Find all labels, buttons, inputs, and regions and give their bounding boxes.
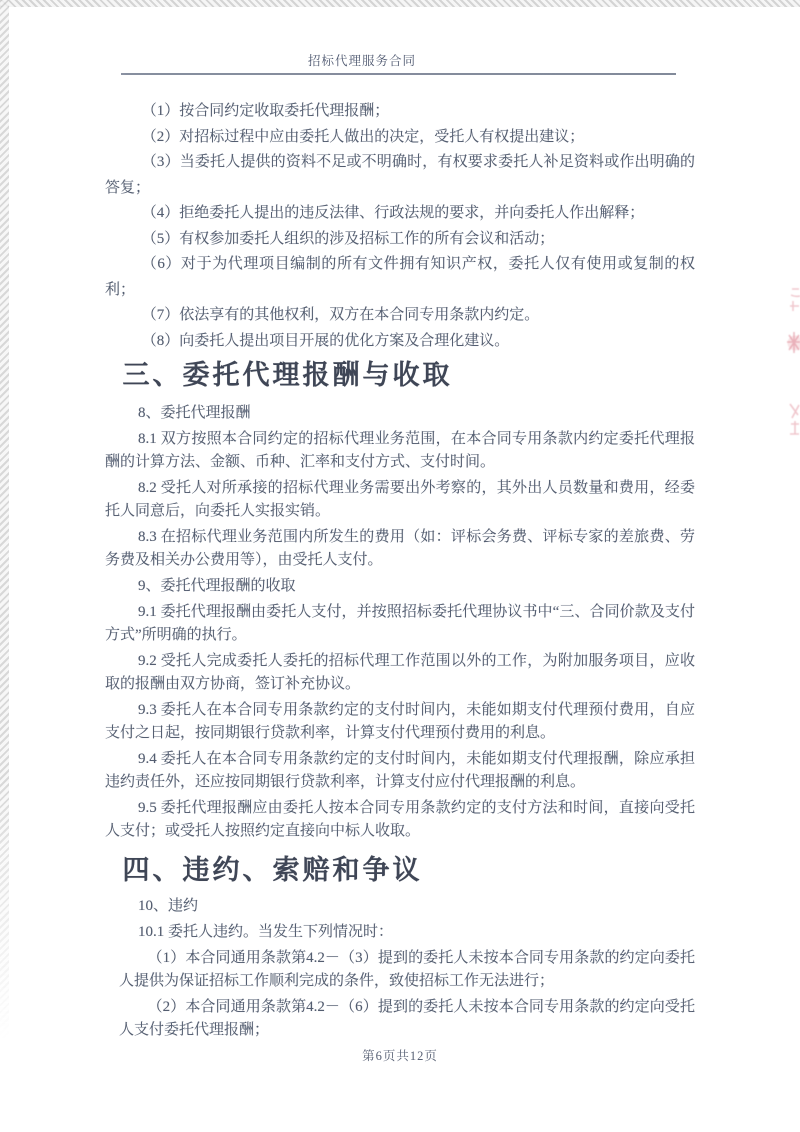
contract-clause: （4）拒绝委托人提出的违反法律、行政法规的要求，并向委托人作出解释； — [141, 205, 645, 221]
running-header-title: 招标代理服务合同 — [307, 54, 416, 68]
contract-clause: （7）依法享有的其他权利，双方在本合同专用条款内约定。 — [141, 307, 540, 323]
contract-clause: 9.4 委托人在本合同专用条款约定的支付时间内，未能如期支付代理报酬，除应承担违约责任外，还应按同期银行贷款利率，计算支付应付代理报酬的利息。 — [105, 751, 695, 790]
contract-clause: 8.1 双方按照本合同约定的招标代理业务范围，在本合同专用条款内约定委托代理报酬的计算方法、金额、币种、汇率和支付方式、支付时间。 — [105, 431, 695, 470]
page-number: 第6页共12页 — [362, 1049, 438, 1063]
section-heading-3: 三、委托代理报酬与收取 — [122, 360, 453, 390]
contract-clause: （1）本合同通用条款第4.2－（3）提到的委托人未按本合同专用条款的约定向委托人提供为保证招标工作顺利完成的条件，致使招标工作无法进行； — [119, 950, 695, 989]
contract-clause: 8.2 受托人对所承接的招标代理业务需要出外考察的，其外出人员数量和费用，经委托人同意后，向委托人实报实销。 — [105, 480, 695, 519]
section-rights-items — [105, 99, 695, 354]
contract-clause: 9.1 委托代理报酬由委托人支付，并按照招标委托代理协议书中“三、合同价款及支付方式”所明确的执行。 — [105, 604, 695, 643]
contract-clause: （8）向委托人提出项目开展的优化方案及合理化建议。 — [141, 332, 510, 349]
document-body — [105, 99, 695, 1045]
section-heading-4: 四、违约、索赔和争议 — [122, 855, 423, 885]
section-4-breach-claims-disputes — [105, 853, 695, 1042]
contract-clause: 9.5 委托代理报酬应由委托人按本合同专用条款约定的支付方法和时间，直接向受托人支付；或受托人按照约定直接向中标人收取。 — [105, 800, 695, 839]
contract-clause: （1）按合同约定收取委托代理报酬； — [141, 103, 390, 119]
contract-clause: 10、违约 — [138, 898, 199, 914]
contract-clause: （2）本合同通用条款第4.2－（6）提到的委托人未按本合同专用条款的约定向受托人支付委托代理报酬； — [119, 999, 695, 1038]
scan-edge-left — [0, 0, 9, 1040]
header-divider — [121, 73, 676, 75]
contract-clause: （6）对于为代理项目编制的所有文件拥有知识产权，委托人仅有使用或复制的权利； — [105, 256, 695, 298]
red-seal-mark — [776, 278, 800, 453]
contract-clause: （5）有权参加委托人组织的涉及招标工作的所有会议和活动； — [141, 230, 555, 247]
section-3-remuneration — [105, 358, 695, 843]
contract-clause: 9、委托代理报酬的收取 — [138, 578, 296, 594]
red-seal-icon — [776, 278, 800, 453]
contract-clause: 10.1 委托人违约。当发生下列情况时： — [138, 924, 394, 940]
contract-clause: 8、委托代理报酬 — [138, 405, 251, 421]
contract-clause: 8.3 在招标代理业务范围内所发生的费用（如：评标会务费、评标专家的差旅费、劳务费及相关办公费用等），由受托人支付。 — [105, 529, 695, 568]
scan-edge-top — [0, 0, 800, 7]
contract-clause: （2）对招标过程中应由委托人做出的决定，受托人有权提出建议； — [141, 128, 585, 145]
contract-clause: 9.3 委托人在本合同专用条款约定的支付时间内，未能如期支付代理预付费用，自应支付之日起，按同期银行贷款利率，计算支付代理预付费用的利息。 — [105, 702, 695, 741]
contract-clause: （3）当委托人提供的资料不足或不明确时，有权要求委托人补足资料或作出明确的答复； — [105, 154, 695, 196]
contract-clause: 9.2 受托人完成委托人委托的招标代理工作范围以外的工作，为附加服务项目，应收取的报酬由双方协商，签订补充协议。 — [105, 653, 695, 692]
